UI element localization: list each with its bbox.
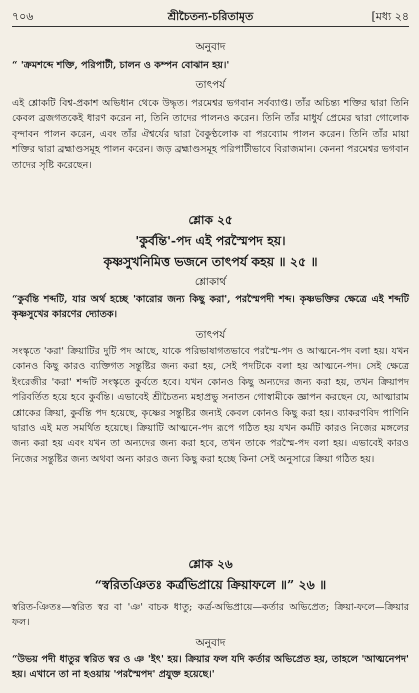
sloka-26-translation: “উভয় পদী ধাতুর স্বরিত স্বর ও ঞ 'ইৎ' হয়। ক্রিয়ার ফল যদি কর্তার অভিপ্রেত হয়, তাহলে 'আত্মনেপদ' হয়। এখানে তা না হওয়ায় 'পরস্মৈপদ' প্রযুক্ত হয়েছে।' [12, 654, 409, 681]
tatparya-label: তাৎপর্য [195, 329, 226, 341]
tatparya-label: তাৎপর্য [195, 79, 226, 91]
chapter-label: [মধ্য ২৪ [371, 10, 409, 23]
sloka-25-purport: সংস্কৃতে 'করা' ক্রিয়াটির দুটি পদ আছে, যাকে পরিভাষাগতভাবে পরস্মৈ-পদ ও আত্মনে-পদ বলা হয়। যখন কোনও কিছু কারও ব্যক্তিগত সন্তুষ্টির জন্য করা হয়, সেই পদটিকে বলা হয় আত্মনে-পদ। সেই ক্ষেত্রে ইংরেজীর 'করা' শব্দটি সংস্কৃতে কুর্বতে হবে। যখন কোনও কিছু অন্যদের জন্য করা হয়, তখন ক্রিয়াপদ পরিবর্তিত হয়ে হবে কুর্বন্তি। এভাবেই শ্রীচৈতন্য মহাপ্রভু সনাতন গোস্বামীকে জ্ঞাপন করছেন যে, আত্মারাম শ্লোকের ক্রিয়া, কুর্বন্তি পদ হয়েছে, কৃষ্ণের সন্তুষ্টির জন্যই কেবল কোনও কিছু করা হয়। ব্যাকরণবিদ পাণিনি দ্বারাও এই মত সমর্থিত হয়েছে। ক্রিয়াটি আত্মনে-পদ রূপে গঠিত হয় যখন কর্মটি কারও নিজের মঙ্গলের জন্য করা হয় এবং যখন তা অন্যদের জন্য করা হবে, তখন তাকে পরস্মৈ-পদ বলা হয়। এভাবেই কারও নিজের সন্তুষ্টির জন্য অথবা অন্য কারও জন্য কিছু করা হচ্ছে কিনা সেই অনুসারে ক্রিয়া গঠিত হয়। [12, 346, 409, 465]
sloka-26-title: শ্লোক ২৬ [188, 557, 233, 571]
sloka-25-meaning: “কুর্বন্তি শব্দটি, যার অর্থ হচ্ছে 'কারোর জন্য কিছু করা', পরস্মৈপদী শব্দ। কৃষ্ণভক্তির ক্ষেত্রে এই শব্দটি কৃষ্ণসুখের কারণের দ্যোতক। [12, 294, 409, 321]
sloka-25-verse [12, 230, 409, 272]
book-title: শ্রীচৈতন্য-চরিতামৃত [167, 10, 254, 23]
sloka-26-verse: “স্বরিতঞিতঃ কর্ত্রভিপ্রায়ে ক্রিয়াফলে ॥” ২৬ ॥ [94, 577, 327, 592]
word-meaning: স্বরিত-ঞিতঃ—স্বরিত স্বর বা 'ঞ' বাচক ধাতু; কর্ত্র-অভিপ্রায়ে—কর্তার অভিপ্রেত; ক্রিয়া-ফলে—ক্রিয়ার ফল। [12, 602, 409, 629]
sloka-25-title: শ্লোক ২৫ [188, 213, 233, 227]
verse-line: 'কুর্বন্তি'-পদ এই পরস্মৈপদ হয়। [135, 233, 286, 248]
slokartha-label: শ্লোকার্থ [194, 276, 227, 288]
anubad-label: অনুবাদ [195, 637, 226, 649]
verse-line: কৃষ্ণসুখনিমিত্ত ভজনে তাৎপর্য কহয় ॥ ২৫ ॥ [103, 254, 318, 269]
header-rule [12, 26, 409, 27]
page-header [12, 4, 409, 26]
anubad-label: অনুবাদ [195, 41, 226, 53]
purport-paragraph: এই শ্লোকটি বিশ্ব-প্রকাশ অভিধান থেকে উদ্ধৃত। পরমেশ্বর ভগবান সর্বব্যাপ্ত। তাঁর অচিন্ত্য শক্তির দ্বারা তিনি কেবল ব্রজগতকেই ধারণ করেন না, তিনি তাদের পালনও করেন। তিনি তাঁর মাধুর্য প্রেমের দ্বারা গোলোক বৃন্দাবন পালন করেন, এবং তাঁর ঐশ্বর্যের দ্বারা বৈকুণ্ঠলোক বা পরব্যোম পালন করেন। তিনি তাঁর মায়া শক্তির দ্বারা ব্রহ্মাণ্ডসমূহ পালন করেন। জড় ব্রহ্মাণ্ডসমূহ পরিপাটীভাবে বিরাজমান। কেননা পরমেশ্বর ভগবান তাদের সৃষ্টি করেছেন। [12, 98, 409, 171]
translation-text: “ 'ক্রমশব্দে শক্তি, পরিপাটী, চালন ও কম্পন বোঝান হয়।' [12, 60, 230, 71]
page-number: ৭০৬ [12, 10, 34, 23]
